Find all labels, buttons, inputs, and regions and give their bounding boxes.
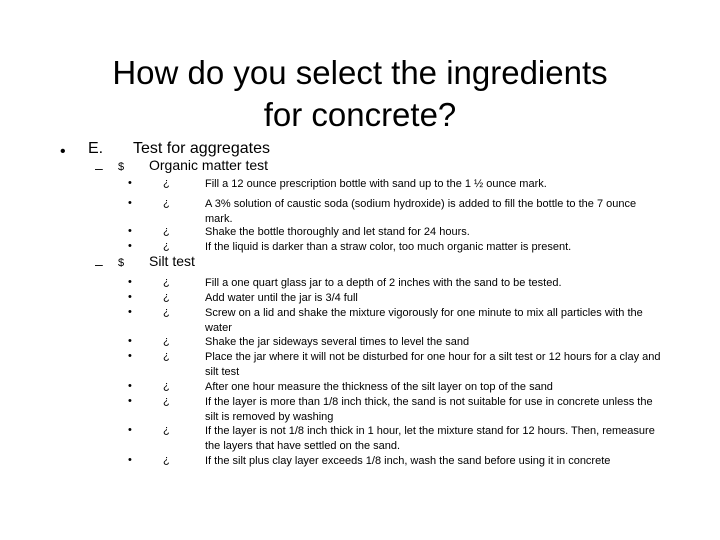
item-glyph: ¿ <box>163 350 170 362</box>
item-glyph: ¿ <box>163 454 170 466</box>
section-title-silt: Silt test <box>149 253 195 269</box>
item-dot: • <box>128 395 132 407</box>
item-glyph: ¿ <box>163 177 170 189</box>
organic-step-3: Shake the bottle thoroughly and let stand for 24 hours. <box>205 226 470 238</box>
organic-step-2: A 3% solution of caustic soda (sodium hydroxide) is added to fill the bottle to the 7 ounce mark. <box>205 198 637 225</box>
silt-step-8: If the layer is not 1/8 inch thick in 1 hour, let the mixture stand for 12 hours. Then, remeasure the layers that have settled on the sand. <box>205 425 655 452</box>
silt-step-4: Shake the jar sideways several times to level the sand <box>205 336 470 348</box>
item-glyph: ¿ <box>163 197 170 209</box>
item-glyph: ¿ <box>163 380 170 392</box>
item-dot: • <box>128 240 132 252</box>
silt-step-3: Screw on a lid and shake the mixture vigorously for one minute to mix all particles with the water <box>205 307 643 334</box>
item-dot: • <box>128 177 132 189</box>
outline-label: E. <box>88 140 104 157</box>
bullet-dot: • <box>60 143 66 160</box>
item-glyph: ¿ <box>163 240 170 252</box>
silt-step-7: If the layer is more than 1/8 inch thick, the sand is not suitable for use in concrete unless the silt is removed by washing <box>205 396 653 423</box>
item-dot: • <box>128 306 132 318</box>
item-glyph: ¿ <box>163 276 170 288</box>
item-glyph: ¿ <box>163 225 170 237</box>
organic-step-4: If the liquid is darker than a straw color, too much organic matter is present. <box>205 241 572 253</box>
item-dot: • <box>128 225 132 237</box>
item-glyph: ¿ <box>163 291 170 303</box>
silt-step-6: After one hour measure the thickness of the silt layer on top of the sand <box>205 381 553 393</box>
item-dot: • <box>128 291 132 303</box>
silt-step-1: Fill a one quart glass jar to a depth of 2 inches with the sand to be tested. <box>205 277 562 289</box>
item-dot: • <box>128 454 132 466</box>
item-glyph: ¿ <box>163 335 170 347</box>
item-dot: • <box>128 335 132 347</box>
organic-step-1: Fill a 12 ounce prescription bottle with sand up to the 1 ½ ounce mark. <box>205 178 547 190</box>
dash-bullet: – <box>95 160 103 176</box>
item-glyph: ¿ <box>163 306 170 318</box>
slide-title-line-2: for concrete? <box>263 96 457 133</box>
silt-step-5: Place the jar where it will not be disturbed for one hour for a silt test or 12 hours for a clay and silt test <box>205 351 661 378</box>
item-dot: • <box>128 276 132 288</box>
section-bullet-glyph: $ <box>118 161 125 173</box>
item-dot: • <box>128 424 132 436</box>
dash-bullet: – <box>95 256 103 272</box>
silt-step-2: Add water until the jar is 3/4 full <box>205 292 358 304</box>
slide-title <box>40 52 680 136</box>
silt-step-9: If the silt plus clay layer exceeds 1/8 inch, wash the sand before using it in concrete <box>205 455 611 467</box>
section-bullet-glyph: $ <box>118 257 125 269</box>
item-glyph: ¿ <box>163 395 170 407</box>
item-dot: • <box>128 380 132 392</box>
item-glyph: ¿ <box>163 424 170 436</box>
item-dot: • <box>128 350 132 362</box>
slide-title-line-1: How do you select the ingredients <box>112 54 608 91</box>
outline-heading: Test for aggregates <box>133 140 270 157</box>
section-title-organic: Organic matter test <box>149 157 269 173</box>
item-dot: • <box>128 197 132 209</box>
